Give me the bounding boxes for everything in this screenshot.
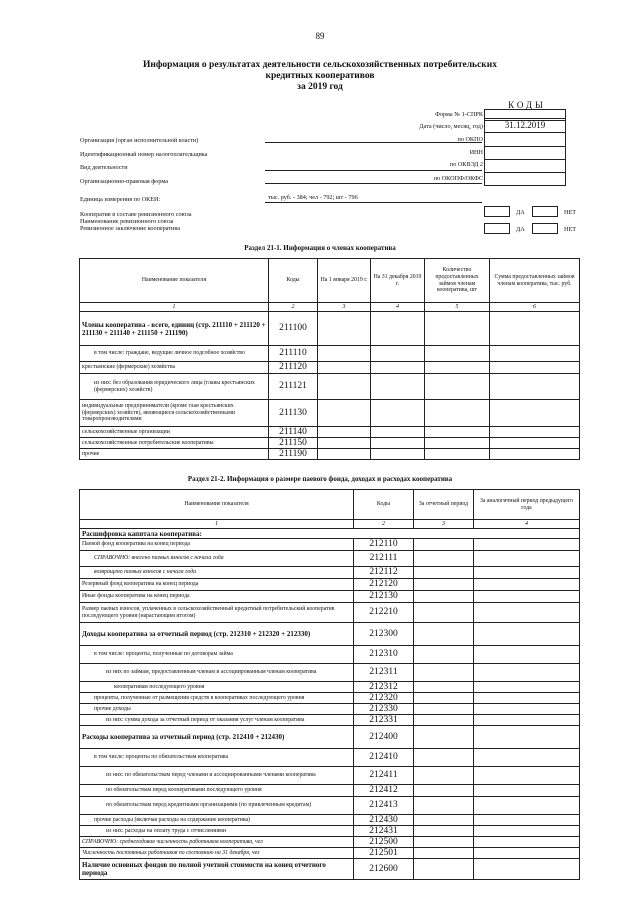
row-name: крестьянские (фермерские) хозяйства (80, 362, 269, 374)
value-cell[interactable] (414, 693, 474, 704)
value-cell[interactable] (474, 826, 580, 837)
table-row (80, 312, 580, 346)
okved-label: по ОКВЭД 2 (449, 161, 483, 168)
row-name: прочие доходы (80, 704, 354, 715)
row-name: Доходы кооператива за отчетный период (стр. 212310 + 212320 + 212330) (80, 623, 354, 646)
value-cell[interactable] (371, 438, 425, 449)
value-cell[interactable] (318, 427, 371, 438)
value-cell[interactable] (490, 346, 580, 362)
value-cell[interactable] (414, 603, 474, 623)
value-cell[interactable] (318, 362, 371, 374)
value-cell[interactable] (474, 726, 580, 749)
row-name: возвращено паевых взносов с начала года (80, 567, 354, 579)
table-row (80, 438, 580, 449)
row-code: 212112 (354, 567, 414, 579)
row-code: 212110 (354, 539, 414, 551)
row-code: 212413 (354, 797, 414, 815)
union-label: Кооператив в составе ревизионного союза (80, 211, 192, 218)
page-title (100, 60, 540, 93)
unit-value: тыс. руб. - 384; чел - 792; шт - 796 (268, 194, 358, 201)
s1-header-jan: На 1 января 2019 г. (318, 259, 371, 303)
value-cell[interactable] (474, 579, 580, 591)
row-code: 212500 (354, 837, 414, 848)
value-cell[interactable] (474, 682, 580, 693)
value-cell[interactable] (371, 374, 425, 400)
org-line (265, 142, 482, 143)
inn-code-label: ИНН (469, 149, 483, 156)
value-cell[interactable] (414, 726, 474, 749)
value-cell[interactable] (318, 400, 371, 427)
value-cell[interactable] (474, 539, 580, 551)
row-code: 212210 (354, 603, 414, 623)
value-cell[interactable] (414, 859, 474, 880)
s2-header-previous: За аналогичный период предыдущего года (474, 490, 580, 520)
row-code: 212120 (354, 579, 414, 591)
activity-label: Вид деятельности (80, 164, 128, 171)
okved-box (484, 159, 566, 173)
row-name: из них: сумма дохода за отчетный период от оказания услуг членам кооператива (80, 715, 354, 726)
row-name: в том числе: проценты, полученные по договорам займа (80, 646, 354, 664)
s1-num: 6 (490, 303, 580, 312)
row-name: Резервный фонд кооператива на конец периода (80, 579, 354, 591)
row-name: в том числе: проценты по обязательствам кооператива (80, 749, 354, 767)
activity-line (265, 170, 482, 171)
value-cell[interactable] (318, 346, 371, 362)
legal-form-label: Организационно-правовая форма (80, 178, 168, 185)
table-row (80, 400, 580, 427)
row-code: 212412 (354, 785, 414, 797)
value-cell[interactable] (474, 646, 580, 664)
s2-header-current: За отчетный период (414, 490, 474, 520)
union-no-checkbox[interactable] (532, 206, 558, 217)
row-name: в том числе: граждане, ведущие личное подсобное хозяйство (80, 346, 269, 362)
union-yes-checkbox[interactable] (484, 206, 510, 217)
value-cell[interactable] (425, 400, 490, 427)
row-code: 212312 (354, 682, 414, 693)
row-code: 212431 (354, 826, 414, 837)
row-code: 211150 (269, 438, 318, 449)
value-cell[interactable] (474, 704, 580, 715)
row-code: 212130 (354, 591, 414, 603)
value-cell[interactable] (474, 848, 580, 859)
value-cell[interactable] (414, 848, 474, 859)
row-name: Численность постоянных работников по состоянию на 31 декабря, чел (80, 848, 354, 859)
row-code: 212501 (354, 848, 414, 859)
value-cell[interactable] (490, 312, 580, 346)
row-name: Расходы кооператива за отчетный период (стр. 212410 + 212430) (80, 726, 354, 749)
value-cell[interactable] (414, 767, 474, 785)
value-cell[interactable] (425, 346, 490, 362)
s1-num: 5 (425, 303, 490, 312)
value-cell[interactable] (414, 567, 474, 579)
row-name: СПРАВОЧНО: среднегодовая численность работников кооператива, чел (80, 837, 354, 848)
value-cell[interactable] (414, 646, 474, 664)
union-no-label: НЕТ (564, 209, 577, 216)
table-row (80, 374, 580, 400)
value-cell[interactable] (474, 623, 580, 646)
row-code: 212411 (354, 767, 414, 785)
row-code: 211120 (269, 362, 318, 374)
section-2-title: Раздел 21-2. Информация о размере паевого фонда, доходах и расходах кооператива (187, 475, 453, 483)
s2-num: 2 (354, 520, 414, 529)
row-code: 211130 (269, 400, 318, 427)
value-cell[interactable] (425, 362, 490, 374)
value-cell[interactable] (490, 362, 580, 374)
inn-label: Идентификационный номер налогоплательщика (80, 151, 208, 158)
row-name: из них: расходы на оплату труда с отчислениями (80, 826, 354, 837)
title-line-1: Информация о результатах деятельности сельскохозяйственных потребительских (142, 60, 497, 70)
row-code: 212311 (354, 664, 414, 682)
value-cell[interactable] (474, 749, 580, 767)
row-name: Наличие основных фондов по полной учетной стоимости на конец отчетного периода (80, 859, 354, 880)
row-code: 212310 (354, 646, 414, 664)
page-number: 89 (315, 31, 325, 41)
row-code: 211190 (269, 449, 318, 460)
value-cell[interactable] (490, 400, 580, 427)
org-label: Организация (орган исполнительной власти) (80, 137, 199, 144)
row-name: из них: без образования юридического лица (главы крестьянских (фермерских) хозяйств) (80, 374, 269, 400)
value-cell[interactable] (474, 693, 580, 704)
s2-num: 1 (80, 520, 354, 529)
table-row (80, 427, 580, 438)
value-cell[interactable] (371, 362, 425, 374)
value-cell[interactable] (474, 785, 580, 797)
value-cell[interactable] (474, 664, 580, 682)
s2-header-name: Наименование показателя (80, 490, 354, 520)
value-cell[interactable] (414, 664, 474, 682)
row-name: сельскохозяйственные организации (80, 427, 269, 438)
title-line-2: кредитных кооперативов (265, 71, 375, 81)
row-name: Паевой фонд кооператива на конец периода (80, 539, 354, 551)
s1-header-loans-count: Количество предоставленных займов членам кооператива, шт (425, 259, 490, 303)
okpo-label: по ОКПО (457, 136, 483, 143)
title-line-3: за 2019 год (297, 82, 343, 92)
conclusion-yes-checkbox[interactable] (484, 223, 510, 234)
unit-label: Единица измерения по ОКЕИ: (80, 196, 161, 203)
s1-header-loans-sum: Сумма предоставленных займов членам кооператива, тыс. руб. (490, 259, 580, 303)
form-number-label: Форма № 1-СПРК (435, 111, 483, 118)
inn-box (484, 146, 566, 160)
row-name: из них по займам, предоставленным членам и ассоциированным членам кооператива (80, 664, 354, 682)
value-cell[interactable] (371, 312, 425, 346)
section-1-title: Раздел 21-1. Информация о членах кооператива (244, 244, 396, 252)
okpo-box (484, 132, 566, 147)
row-code: 212410 (354, 749, 414, 767)
value-cell[interactable] (414, 826, 474, 837)
value-cell[interactable] (414, 815, 474, 826)
okopf-box (484, 172, 566, 186)
row-code: 211100 (269, 312, 318, 346)
s2-num: 4 (474, 520, 580, 529)
row-name: Размер паевых взносов, уплаченных в сельскохозяйственный кредитный потребительский кооператив последующего уровня (нарастающим итогом) (80, 603, 354, 623)
value-cell[interactable] (474, 591, 580, 603)
value-cell[interactable] (425, 427, 490, 438)
row-code: 212331 (354, 715, 414, 726)
value-cell[interactable] (414, 715, 474, 726)
conclusion-no-checkbox[interactable] (532, 223, 558, 234)
value-cell[interactable] (318, 449, 371, 460)
value-cell[interactable] (474, 837, 580, 848)
value-cell[interactable] (414, 551, 474, 567)
value-cell[interactable] (414, 785, 474, 797)
value-cell[interactable] (414, 682, 474, 693)
union-yes-label: ДА (516, 209, 525, 216)
value-cell[interactable] (474, 715, 580, 726)
value-cell[interactable] (474, 859, 580, 880)
value-cell[interactable] (318, 312, 371, 346)
s1-num: 2 (269, 303, 318, 312)
value-cell[interactable] (414, 837, 474, 848)
value-cell[interactable] (371, 400, 425, 427)
date-value: 31.12.2019 (484, 118, 566, 133)
row-name: проценты, полученные от размещения средств в кооперативах последующего уровня (80, 693, 354, 704)
row-name: по обязательствам перед кредитными организациями (по привлеченным кредитам) (80, 797, 354, 815)
row-code: 212430 (354, 815, 414, 826)
value-cell[interactable] (474, 551, 580, 567)
codes-header: КОДЫ (508, 100, 546, 110)
value-cell[interactable] (490, 449, 580, 460)
row-code: 212300 (354, 623, 414, 646)
row-code: 212330 (354, 704, 414, 715)
date-label: Дата (число, месяц, год) (419, 123, 483, 130)
row-name: СПРАВОЧНО: внесено паевых взносов с начала года (80, 551, 354, 567)
row-code: 212600 (354, 859, 414, 880)
s1-header-dec: На 31 декабря 2019 г. (371, 259, 425, 303)
row-name: Иные фонды кооператива на конец периода (80, 591, 354, 603)
s1-header-code: Коды (269, 259, 318, 303)
row-code: 212400 (354, 726, 414, 749)
s1-num: 1 (80, 303, 269, 312)
row-name: по обязательствам перед кооперативами последующего уровня (80, 785, 354, 797)
value-cell[interactable] (474, 815, 580, 826)
value-cell[interactable] (371, 449, 425, 460)
value-cell[interactable] (490, 438, 580, 449)
value-cell[interactable] (425, 312, 490, 346)
finance-table (79, 489, 580, 880)
s2-header-code: Коды (354, 490, 414, 520)
conclusion-yes-label: ДА (516, 226, 525, 233)
row-name: индивидуальные предприниматели (кроме глав крестьянских (фермерских) хозяйств), являющиеся сельскохозяйственными товаропроизводителями (80, 400, 269, 427)
row-name: кооперативам последующего уровня (80, 682, 354, 693)
table-row (80, 362, 580, 374)
value-cell[interactable] (490, 427, 580, 438)
row-name: прочие (80, 449, 269, 460)
value-cell[interactable] (474, 797, 580, 815)
value-cell[interactable] (425, 438, 490, 449)
row-code: 211110 (269, 346, 318, 362)
union-conclusion-label: Ревизионное заключение кооператива (80, 225, 180, 232)
value-cell[interactable] (474, 603, 580, 623)
s1-num: 4 (371, 303, 425, 312)
value-cell[interactable] (414, 539, 474, 551)
union-name-label: Наименование ревизионного союза (80, 218, 174, 225)
value-cell[interactable] (474, 567, 580, 579)
value-cell[interactable] (414, 704, 474, 715)
row-code: 211121 (269, 374, 318, 400)
value-cell[interactable] (318, 374, 371, 400)
capital-group-title: Расшифровка капитала кооператива: (80, 529, 580, 539)
table-row (80, 346, 580, 362)
value-cell[interactable] (414, 591, 474, 603)
row-code: 212111 (354, 551, 414, 567)
members-table (79, 258, 580, 460)
conclusion-no-label: НЕТ (564, 226, 577, 233)
row-name: из них: по обязательствам перед членами и ассоциированными членами кооператива (80, 767, 354, 785)
value-cell[interactable] (414, 623, 474, 646)
s1-num: 3 (318, 303, 371, 312)
value-cell[interactable] (414, 749, 474, 767)
row-name: прочие расходы (включая расходы на содержание кооператива) (80, 815, 354, 826)
row-name: сельскохозяйственные потребительские кооперативы (80, 438, 269, 449)
legal-form-line (265, 183, 482, 184)
row-code: 212320 (354, 693, 414, 704)
row-name: Члены кооператива - всего, единиц (стр. 211110 + 211120 + 211130 + 211140 + 211150 + 211190) (80, 312, 269, 346)
s2-num: 3 (414, 520, 474, 529)
value-cell[interactable] (474, 767, 580, 785)
unit-line (265, 202, 482, 203)
value-cell[interactable] (425, 374, 490, 400)
table-row (80, 449, 580, 460)
value-cell[interactable] (318, 438, 371, 449)
value-cell[interactable] (371, 346, 425, 362)
value-cell[interactable] (371, 427, 425, 438)
value-cell[interactable] (414, 579, 474, 591)
value-cell[interactable] (414, 797, 474, 815)
okopf-label: по ОКОПФ/ОКФС (433, 175, 483, 182)
row-code: 211140 (269, 427, 318, 438)
value-cell[interactable] (490, 374, 580, 400)
value-cell[interactable] (425, 449, 490, 460)
s1-header-name: Наименование показателя (80, 259, 269, 303)
